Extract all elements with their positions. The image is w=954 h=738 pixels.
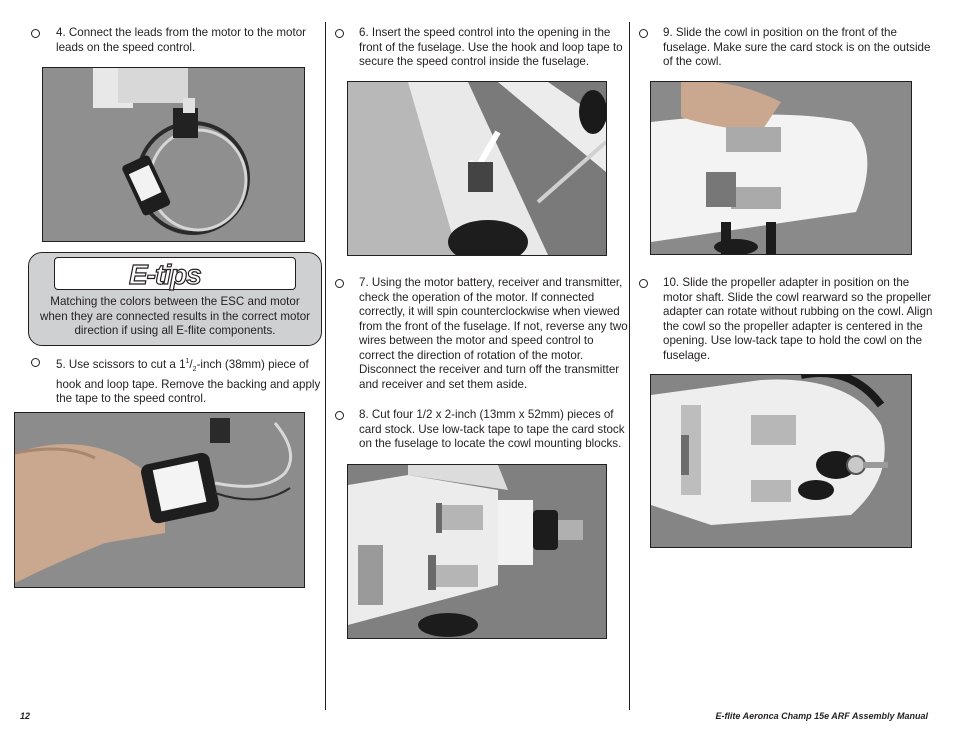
step-8-text: 8. Cut four 1/2 x 2-inch (13mm x 52mm) pieces of card stock. Use low-tack tape to tape the card stock on the fuselage to locate the cowl mounting blocks. [359, 408, 625, 450]
etips-logo: E-tips [129, 259, 201, 290]
photo-card-stock-fuselage [347, 464, 607, 639]
manual-title: E-flite Aeronca Champ 15e ARF Assembly Manual [715, 711, 928, 721]
fraction-numerator: 1 [185, 358, 190, 365]
step-5-text-start: 5. Use scissors to cut a 1 [56, 357, 186, 371]
step-10-text: 10. Slide the propeller adapter in position on the motor shaft. Slide the cowl rearward so the propeller adapter can rotate without rubbing on the cowl. Align the cowl so the propeller adapter is centered in the opening. Use low-tack tape to hold the cowl on the fuselage. [663, 276, 933, 362]
photo-hook-loop-tape [14, 412, 305, 588]
bullet-icon [335, 279, 344, 288]
step-4-text: 4. Connect the leads from the motor to the motor leads on the speed control. [56, 26, 307, 54]
etips-box [28, 252, 322, 346]
bullet-icon [31, 29, 40, 38]
step-7-text: 7. Using the motor battery, receiver and transmitter, check the operation of the motor. If connected correctly, it will spin counterclockwise when viewed from the front of the fuselage. If not, reverse any two wires between the motor and speed control to correct the direction of rotation of the motor. Disconnect the receiver and turn off the transmitter and receiver and set them aside. [359, 276, 628, 391]
step-5-text-end: -inch (38mm) piece of hook and loop tape. Remove the backing and apply the tape to the speed control. [56, 357, 321, 406]
step-9-text: 9. Slide the cowl in position on the front of the fuselage. Make sure the card stock is on the outside of the cowl. [663, 26, 931, 68]
photo-cowl-propeller-adapter [650, 374, 912, 548]
page-number: 12 [20, 711, 31, 721]
step-5-text: 5. Use scissors to cut a $1^1/_2$-inch (38mm) piece of hook and loop tape. Remove the backing and apply the tape to the speed control. [56, 357, 321, 406]
column-divider [629, 22, 630, 710]
etips-text: Matching the colors between the ESC and motor when they are connected results in the correct motor direction if using all E-flite components. [39, 295, 310, 337]
bullet-icon [31, 358, 40, 367]
column-divider [325, 22, 326, 710]
fraction-denominator: 2 [192, 366, 197, 374]
etips-logo-panel [54, 257, 296, 290]
photo-cowl-position [650, 81, 912, 255]
bullet-icon [639, 29, 648, 38]
step-6-text: 6. Insert the speed control into the opening in the front of the fuselage. Use the hook and loop tape to secure the speed control inside the fuselage. [359, 26, 623, 68]
bullet-icon [335, 411, 344, 420]
photo-motor-leads [42, 67, 305, 242]
bullet-icon [335, 29, 344, 38]
bullet-icon [639, 279, 648, 288]
photo-speed-control-fuselage [347, 81, 607, 256]
